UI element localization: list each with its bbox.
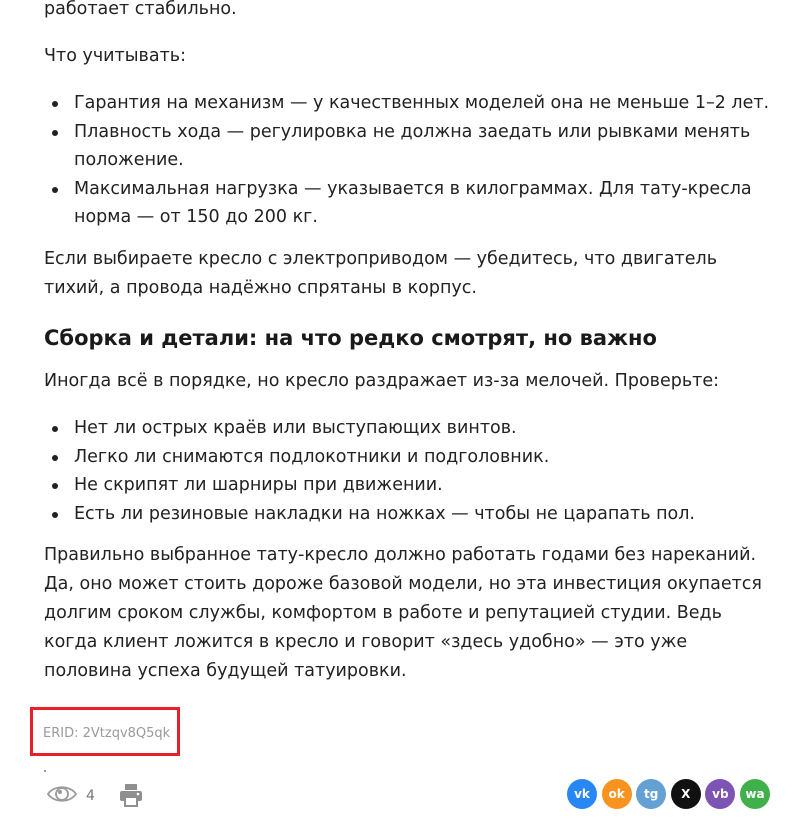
section-heading: Сборка и детали: на что редко смотрят, но важно <box>44 326 657 350</box>
list-item: Нет ли острых краёв или выступающих винтов. <box>74 414 794 443</box>
share-odnoklassniki-button[interactable] <box>602 779 632 809</box>
printer-icon <box>118 792 144 811</box>
x-icon: X <box>681 787 691 801</box>
views-counter <box>46 782 95 810</box>
share-vk-button[interactable] <box>567 779 597 809</box>
divider-dot <box>44 770 46 772</box>
share-whatsapp-button[interactable] <box>740 779 770 809</box>
consider-list <box>44 89 794 232</box>
views-count: 4 <box>86 788 95 804</box>
viber-icon: vb <box>712 787 729 801</box>
details-list <box>44 414 794 528</box>
list-item: Плавность хода — регулировка не должна заедать или рывками менять положение. <box>74 118 794 175</box>
whatsapp-icon: wa <box>745 787 765 801</box>
odnoklassniki-icon: ok <box>608 787 625 801</box>
list-item: Гарантия на механизм — у качественных моделей она не меньше 1–2 лет. <box>74 89 794 118</box>
list-item: Легко ли снимаются подлокотники и подголовник. <box>74 443 794 472</box>
list-item: Есть ли резиновые накладки на ножках — чтобы не царапать пол. <box>74 500 794 529</box>
electro-paragraph: Если выбираете кресло с электроприводом — убедитесь, что двигатель тихий, а провода надёжно спрятаны в корпус. <box>44 249 718 298</box>
details-intro: Иногда всё в порядке, но кресло раздражает из-за мелочей. Проверьте: <box>44 371 720 391</box>
consider-label: Что учитывать: <box>44 46 186 66</box>
share-viber-button[interactable] <box>705 779 735 809</box>
list-item: Не скрипят ли шарниры при движении. <box>74 471 794 500</box>
paragraph-top: работает стабильно. <box>44 0 237 19</box>
print-button[interactable] <box>118 783 144 811</box>
share-buttons <box>567 779 775 809</box>
share-x-button[interactable] <box>671 779 701 809</box>
vk-icon: vk <box>574 787 590 801</box>
erid-label: ERID: 2Vtzqv8Q5qk <box>43 726 171 741</box>
eye-icon <box>46 782 78 810</box>
list-item: Максимальная нагрузка — указывается в килограммах. Для тату-кресла норма — от 150 до 200 кг. <box>74 175 794 232</box>
share-telegram-button[interactable] <box>636 779 666 809</box>
telegram-icon: tg <box>644 787 659 801</box>
conclusion-paragraph: Правильно выбранное тату-кресло должно работать годами без нареканий. Да, оно может стоить дороже базовой модели, но эта инвестиция окупается долгим сроком службы, комфортом в работе и репутацией студии. Ведь когда клиент ложится в кресло и говорит «здесь удобно» — это уже половина успеха будущей татуировки. <box>44 545 762 681</box>
